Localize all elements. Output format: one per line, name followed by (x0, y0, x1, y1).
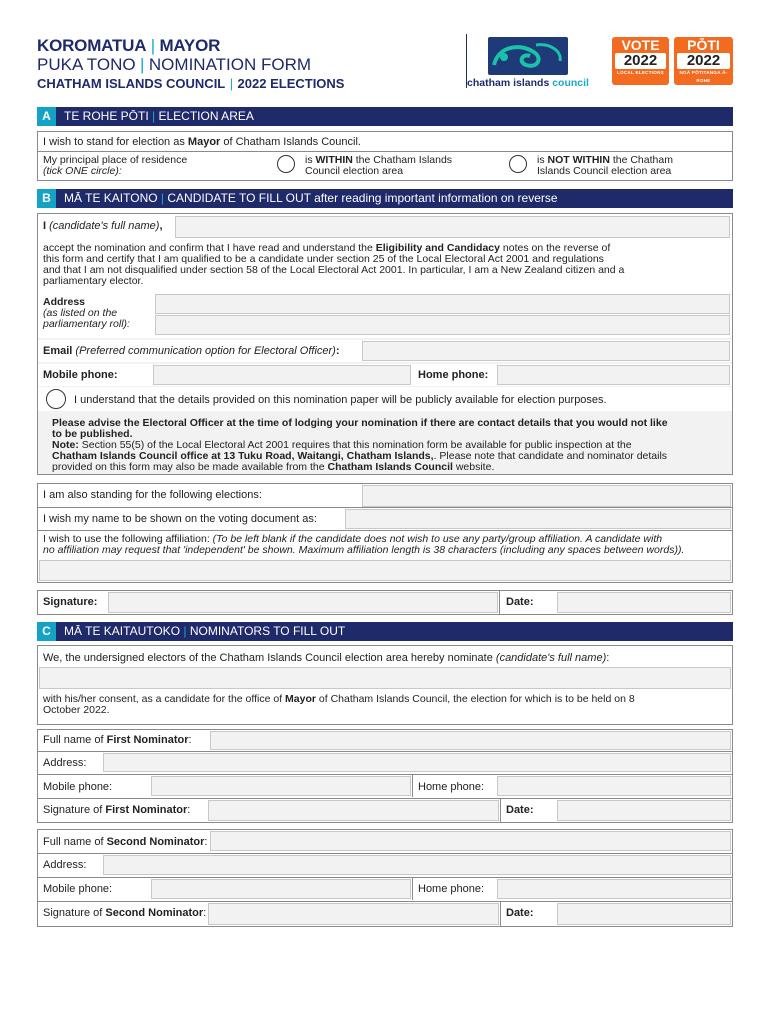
nominee-name-field[interactable] (39, 667, 731, 689)
second-nominator-date-label: Date: (506, 907, 534, 919)
home-field[interactable] (497, 365, 730, 385)
title-form: NOMINATION FORM (148, 55, 312, 74)
understand-text: I understand that the details provided on this nomination paper will be publicly available for election purposes. (74, 394, 607, 406)
first-nominator-home-label: Home phone: (418, 781, 485, 793)
title-council: CHATHAM ISLANDS COUNCIL (37, 76, 226, 91)
understand-checkbox[interactable] (46, 389, 66, 409)
second-nominator-signature-label: Signature of Second Nominator: (43, 907, 207, 919)
second-nominator-name-label: Full name of Second Nominator: (43, 836, 208, 848)
signature-label: Signature: (43, 596, 98, 608)
section-a-header: A TE ROHE PŌTI | ELECTION AREA (37, 107, 733, 126)
first-nominator-address-field[interactable] (103, 753, 731, 772)
email-field[interactable] (362, 341, 730, 361)
first-nominator-name-field[interactable] (210, 731, 731, 750)
title-mayor-maori: KOROMATUA (37, 36, 147, 55)
first-nominator-name-label: Full name of First Nominator: (43, 734, 192, 746)
address-label: Address (as listed on the parliamentary roll): (43, 296, 130, 330)
first-nominator-signature-label: Signature of First Nominator: (43, 804, 191, 816)
second-nominator-name-field[interactable] (210, 831, 731, 851)
vote-2022-badge: VOTE 2022 LOCAL ELECTIONS (612, 37, 669, 85)
council-logo-icon (488, 37, 568, 75)
also-standing-label: I am also standing for the following elections: (43, 489, 262, 501)
second-nominator-address-label: Address: (43, 859, 87, 871)
name-shown-label: I wish my name to be shown on the voting document as: (43, 513, 317, 525)
advise-text: Please advise the Electoral Officer at the time of lodging your nomination if there are contact details that you would not like to be published. Note: Section 55(5) of the Local Electoral Act 2001 requires that this nomination form be available for public inspection at the Chatham Islands Council office at 13 Tuku Road, Waitangi, Chatham Islands,. Please note that candidate and nominator details provided on this form may also be made available from the Chatham Islands Council website. (52, 417, 668, 473)
second-nominator-mobile-label: Mobile phone: (43, 883, 113, 895)
first-nominator-mobile-label: Mobile phone: (43, 781, 113, 793)
nominate-statement: We, the undersigned electors of the Chatham Islands Council election area hereby nominate (candidate's full name): (43, 652, 610, 664)
consent-statement: with his/her consent, as a candidate for the office of Mayor of Chatham Islands Council, the election for which is to be held on 8 October 2022. (43, 693, 635, 716)
residence-label: My principal place of residence (tick ONE circle): (43, 154, 188, 177)
title-form-maori: PUKA TONO (37, 55, 136, 74)
date-field[interactable] (557, 592, 731, 613)
section-b-header: B MĀ TE KAITONO | CANDIDATE TO FILL OUT after reading important information on reverse (37, 189, 733, 208)
first-nominator-mobile-field[interactable] (151, 776, 411, 796)
form-title: KOROMATUA | MAYOR PUKA TONO | NOMINATION FORM CHATHAM ISLANDS COUNCIL | 2022 ELECTIONS (37, 36, 345, 91)
email-label: Email (Preferred communication option for Electoral Officer): (43, 345, 340, 357)
affiliation-label: I wish to use the following affiliation: (To be left blank if the candidate does not wish to use any party/group affiliation. A candidate with no affiliation may request that 'independent' be shown. Maximum affiliation length is 38 characters (including any spaces between words)). (43, 533, 685, 556)
mobile-label: Mobile phone: (43, 369, 118, 381)
also-standing-field[interactable] (362, 485, 731, 507)
not-within-radio[interactable] (509, 155, 527, 173)
not-within-label: is NOT WITHIN the Chatham Islands Council election area (537, 154, 673, 177)
second-nominator-mobile-field[interactable] (151, 879, 411, 899)
second-nominator-signature-field[interactable] (208, 903, 499, 925)
stand-statement: I wish to stand for election as Mayor of Chatham Islands Council. (43, 136, 361, 148)
second-nominator-address-field[interactable] (103, 855, 731, 875)
first-nominator-date-field[interactable] (557, 800, 731, 821)
address-field-line1[interactable] (155, 294, 730, 314)
council-logo-text: chatham islands council (467, 77, 589, 89)
mobile-field[interactable] (153, 365, 411, 385)
first-nominator-date-label: Date: (506, 804, 534, 816)
poti-2022-badge: PŌTI 2022 NGĀ PŌTITANGA Ā-ROHE (674, 37, 733, 85)
accept-paragraph: accept the nomination and confirm that I have read and understand the Eligibility and Candidacy notes on the reverse of this form and certify that I am qualified to be a candidate under section 25 of the Local Electoral Act 2001 and regulations and that I am not disqualified under section 58 of the Local Electoral Act 2001. In particular, I am a New Zealand citizen and a parliamentary elector. (43, 242, 625, 287)
date-label: Date: (506, 596, 534, 608)
second-nominator-home-field[interactable] (497, 879, 731, 899)
name-shown-field[interactable] (345, 509, 731, 529)
first-nominator-home-field[interactable] (497, 776, 731, 796)
home-label: Home phone: (418, 369, 489, 381)
second-nominator-home-label: Home phone: (418, 883, 485, 895)
within-radio[interactable] (277, 155, 295, 173)
section-c-header: C MĀ TE KAITAUTOKO | NOMINATORS TO FILL OUT (37, 622, 733, 641)
first-nominator-address-label: Address: (43, 757, 87, 769)
candidate-name-label: I (candidate's full name), (43, 220, 163, 232)
signature-field[interactable] (108, 592, 498, 613)
within-label: is WITHIN the Chatham Islands Council election area (305, 154, 453, 177)
first-nominator-signature-field[interactable] (208, 800, 499, 821)
affiliation-field[interactable] (39, 560, 731, 581)
candidate-name-field[interactable] (175, 216, 730, 238)
title-year: 2022 ELECTIONS (237, 76, 345, 91)
address-field-line2[interactable] (155, 315, 730, 335)
second-nominator-date-field[interactable] (557, 903, 731, 925)
title-mayor: MAYOR (159, 36, 221, 55)
